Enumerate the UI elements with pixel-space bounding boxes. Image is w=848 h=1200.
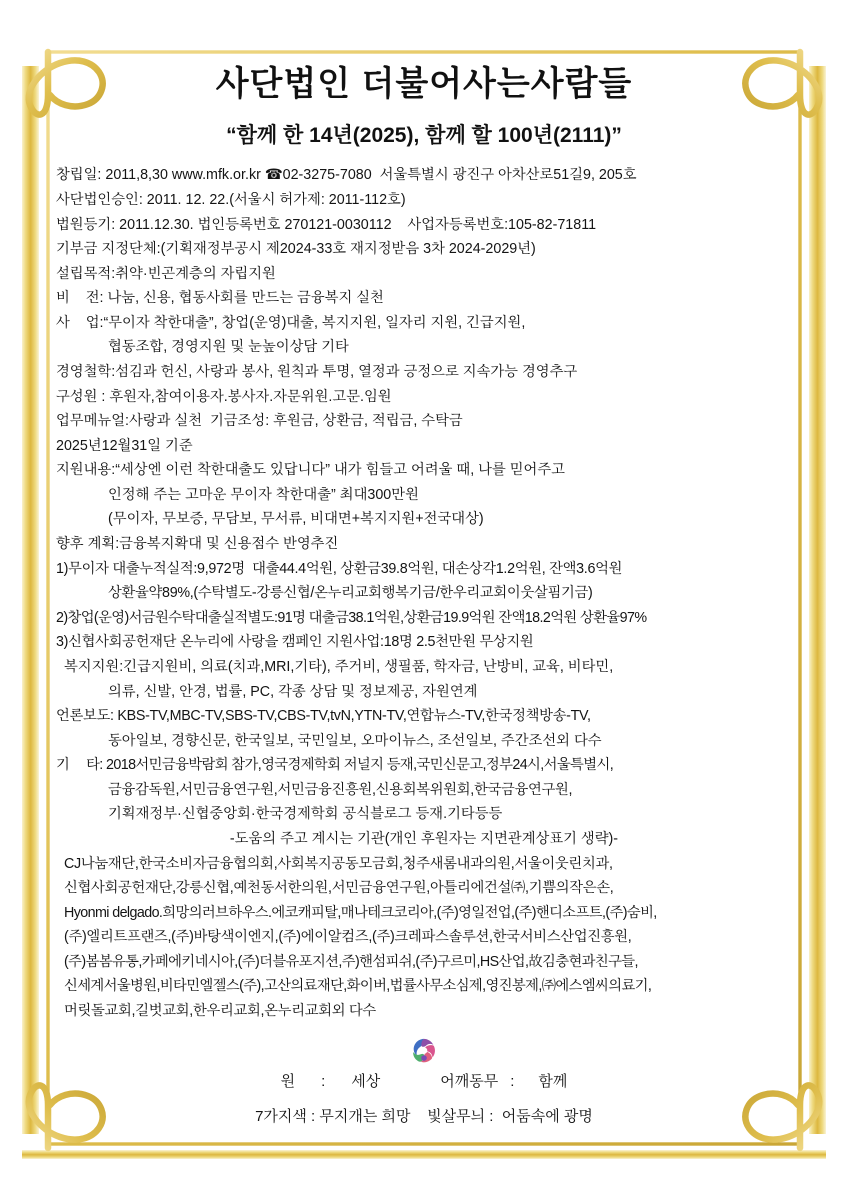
slogan-right-label: 어깨동무 xyxy=(440,1072,499,1090)
document-line: 동아일보, 경향신문, 한국일보, 국민일보, 오마이뉴스, 조선일보, 주간조선외 다수 xyxy=(108,732,602,749)
logo-row xyxy=(56,1034,792,1068)
document-line: 업무메뉴얼:사랑과 실천 기금조성: 후원금, 상환금, 적립금, 수탁금 xyxy=(56,413,463,430)
document-line: 구성원 : 후원자,참여이용자.봉사자.자문위원.고문.임원 xyxy=(56,388,392,405)
document-line: (주)봄봄유통,카페에키네시아,(주)더블유포지션,주)핸섬피쉬,(주)구르미,HS산업,故김충현과친구들, xyxy=(64,953,638,970)
document-line: 지원내용:“세상엔 이런 착한대출도 있답니다” 내가 힘들고 어려울 때, 나를 믿어주고 xyxy=(56,462,565,479)
document-line: (무이자, 무보증, 무담보, 무서류, 비대면+복지지원+전국대상) xyxy=(108,511,484,528)
document-line: 금융감독원,서민금융연구원,서민금융진흥원,신용회복위원회,한국금융연구원, xyxy=(108,781,573,798)
document-line: 2025년12월31일 기준 xyxy=(56,437,193,454)
document-line: 신세계서울병원,비타민엘젤스(주),고산의료재단,화이버,법률사무소심제,영진봉제,㈜에스엠씨의료기, xyxy=(64,978,652,995)
document-body xyxy=(56,163,792,1023)
document-line: 비 전: 나눔, 신용, 협동사회를 만드는 금융복지 실천 xyxy=(56,290,384,307)
document-line: 상환율약89%,(수탁별도-강릉신협/온누리교회행복기금/한우리교회이웃살핌기금) xyxy=(108,585,593,602)
page-subtitle: “함께 한 14년(2025), 함께 할 100년(2111)” xyxy=(226,124,622,148)
document-line: 창립일: 2011,8,30 www.mfk.or.kr ☎02-3275-7080 서울특별시 광진구 아차산로51길9, 205호 xyxy=(56,167,637,184)
document-line: 협동조합, 경영지원 및 눈높이상담 기타 xyxy=(108,339,349,356)
slogan-right-value: 함께 xyxy=(538,1072,568,1090)
document-content xyxy=(56,56,792,1152)
page-title: 사단법인 더불어사는사람들 xyxy=(215,65,633,103)
slogan-right-colon: : xyxy=(510,1072,515,1090)
document-line: -도움의 주고 계시는 기관(개인 후원자는 지면관계상표기 생략)- xyxy=(229,831,619,847)
document-line: 언론보도: KBS-TV,MBC-TV,SBS-TV,CBS-TV,tvN,YTN-TV,연합뉴스-TV,한국정책방송-TV, xyxy=(56,708,591,725)
document-line: 사 업:“무이자 착한대출”, 창업(운영)대출, 복지지원, 일자리 지원, 긴급지원, xyxy=(56,314,526,331)
document-line: Hyonmi delgado.희망의러브하우스.에코캐피탈,매나테크코리아,(주)영일전업,(주)핸디소프트,(주)숨비, xyxy=(64,904,657,921)
document-line: 설립목적:취약·빈곤계층의 자립지원 xyxy=(56,265,276,282)
document-line: (주)엘리트프랜즈,(주)바탕색이엔지,(주)에이알컴즈,(주)크레파스솔루션,한국서비스산업진흥원, xyxy=(64,929,632,946)
document-line: 3)신협사회공헌재단 온누리에 사랑을 캠페인 지원사업:18명 2.5천만원 무상지원 xyxy=(56,634,534,651)
document-line: 인정해 주는 고마운 무이자 착한대출” 최대300만원 xyxy=(108,486,419,503)
document-line: 의류, 신발, 안경, 법률, PC, 각종 상담 및 정보제공, 자원연계 xyxy=(108,683,478,700)
document-line: 기 타: 2018서민금융박람회 참가,영국경제학회 저널지 등재,국민신문고,정부24시,서울특별시, xyxy=(56,757,614,774)
slogan-row-secondary: 7가지색 : 무지개는 희망 빛살무늬 : 어둠속에 광명 xyxy=(255,1107,593,1125)
slogan-row-primary xyxy=(56,1070,792,1091)
document-line: 기부금 지정단체:(기획재정부공시 제2024-33호 재지정받음 3차 2024-2029년) xyxy=(56,241,536,258)
document-line: 머릿돌교회,길벗교회,한우리교회,온누리교회외 다수 xyxy=(64,1003,376,1020)
frame-band-left xyxy=(22,66,39,1134)
document-line: 향후 계획:금융복지확대 및 신용점수 반영추진 xyxy=(56,536,339,553)
document-line: 신협사회공헌재단,강릉신협,예천동서한의원,서민금융연구원,아틀리에건설㈜,기쁨의작은손, xyxy=(64,880,614,897)
slogan-left-value: 세상 xyxy=(351,1072,381,1090)
document-line: 경영철학:섬김과 헌신, 사랑과 봉사, 원칙과 투명, 열정과 긍정으로 지속가능 경영추구 xyxy=(56,364,578,381)
organization-logo-icon xyxy=(409,1036,439,1066)
slogan-left-colon: : xyxy=(321,1072,326,1090)
document-line: 기획재정부·신협중앙회·한국경제학회 공식블로그 등재.기타등등 xyxy=(108,806,503,823)
document-line: 1)무이자 대출누적실적:9,972명 대출44.4억원, 상환금39.8억원, 대손상각1.2억원, 잔액3.6억원 xyxy=(56,560,623,577)
document-line: 사단법인승인: 2011. 12. 22.(서울시 허가제: 2011-112호) xyxy=(56,191,406,208)
document-line: 복지지원:긴급지원비, 의료(치과,MRI,기타), 주거비, 생필품, 학자금, 난방비, 교육, 비타민, xyxy=(64,658,614,675)
document-line: CJ나눔재단,한국소비자금융협의회,사회복지공동모금회,청주새롬내과의원,서울이웃린치과, xyxy=(64,855,613,872)
document-line: 2)창업(운영)서금원수탁대출실적별도:91명 대출금38.1억원,상환금19.9억원 잔액18.2억원 상환율97% xyxy=(56,609,647,626)
frame-band-right xyxy=(809,66,826,1134)
slogan-left-label: 원 xyxy=(280,1072,296,1090)
document-line: 법원등기: 2011.12.30. 법인등록번호 270121-0030112 사업자등록번호:105-82-71811 xyxy=(56,216,597,233)
